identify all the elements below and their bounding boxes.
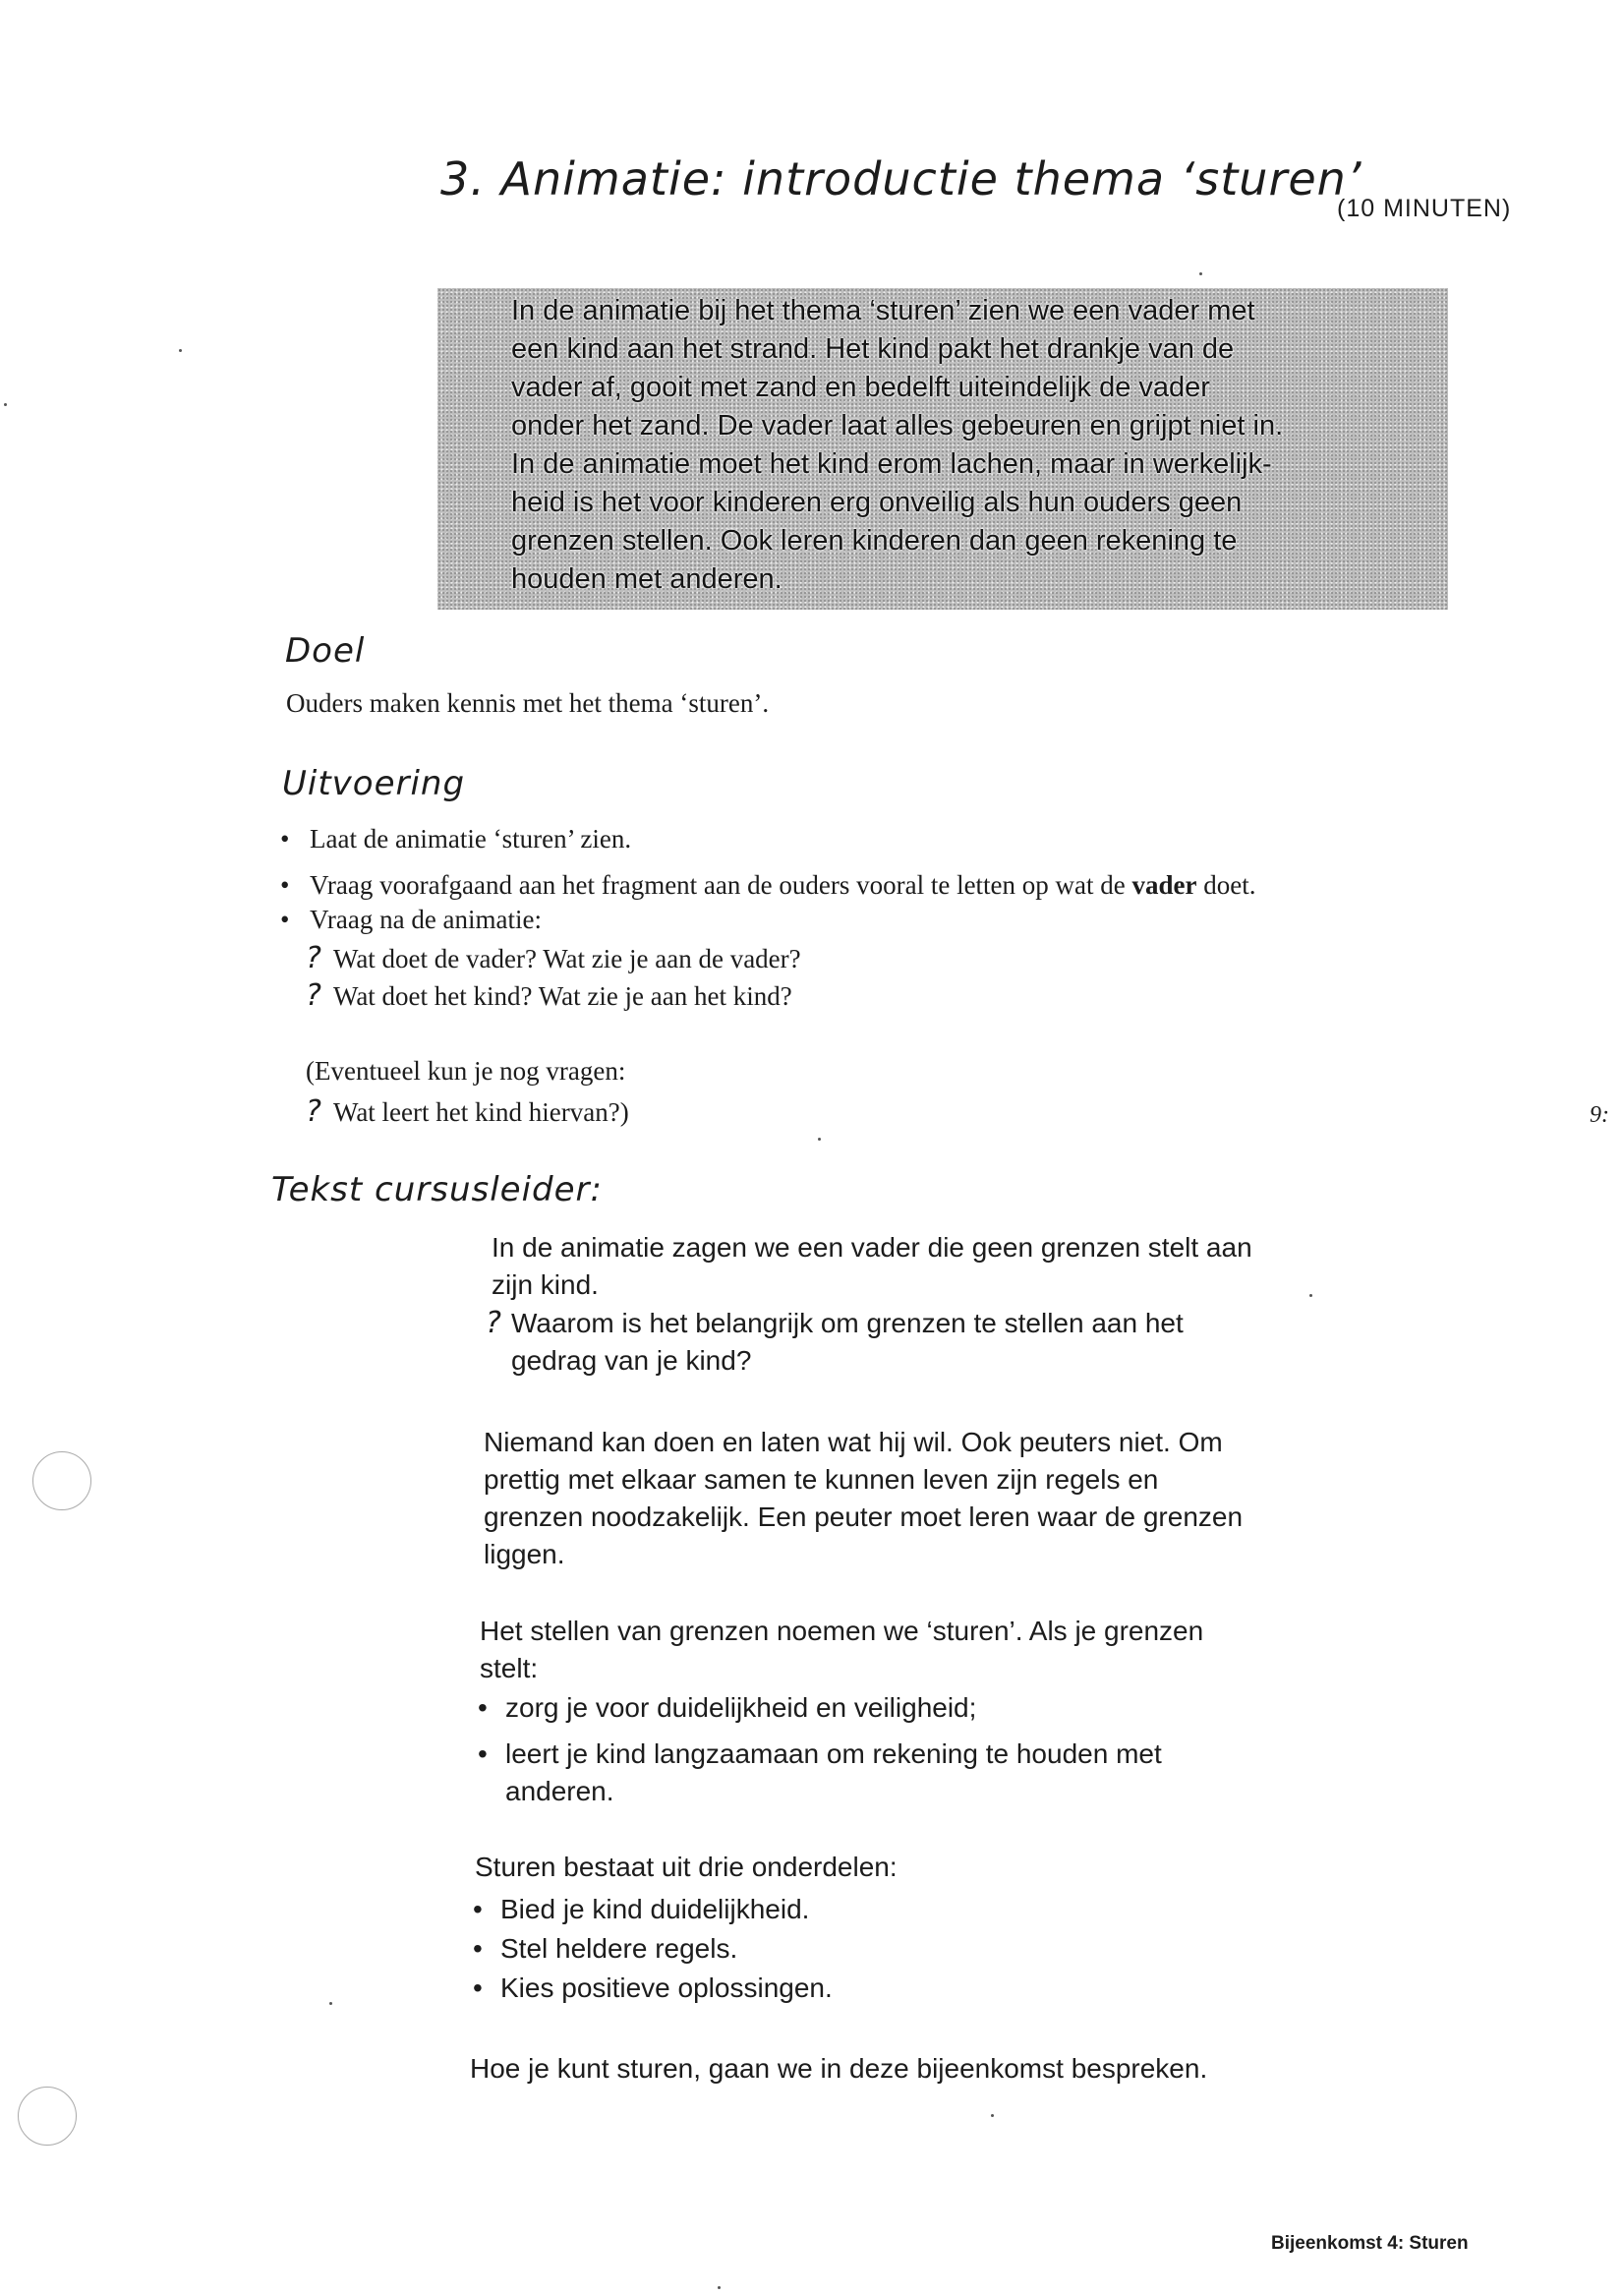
doel-heading: Doel xyxy=(285,631,366,671)
scan-speck xyxy=(329,2002,332,2005)
bullet-icon: • xyxy=(280,870,290,900)
bullet-icon: • xyxy=(473,1972,483,2003)
uitvoering-bullet-2 xyxy=(280,870,1256,901)
intro-line: In de animatie moet het kind erom lachen, maar in werkelijk- xyxy=(511,448,1272,480)
footer-label: Bijeenkomst 4: Sturen xyxy=(1271,2233,1469,2254)
intro-line: een kind aan het strand. Het kind pakt het drankje van de xyxy=(511,333,1235,365)
bullet-text: doet. xyxy=(1196,870,1256,900)
scan-speck xyxy=(1199,272,1202,275)
uitvoering-question-3 xyxy=(306,1094,629,1129)
page-title: 3. Animatie: introductie thema ‘sturen’ xyxy=(440,152,1362,206)
bullet-icon: • xyxy=(473,1894,483,1924)
paragraph-2 xyxy=(484,1424,1243,1573)
intro-line: In de animatie bij het thema ‘sturen’ zien we een vader met xyxy=(511,295,1255,326)
page-number: 9: xyxy=(1590,1102,1609,1128)
list-item xyxy=(478,1736,1162,1810)
paragraph-line: prettig met elkaar samen te kunnen leven zijn regels en xyxy=(484,1464,1159,1495)
bullet-icon: • xyxy=(280,905,290,934)
intro-box xyxy=(437,288,1448,610)
paragraph-line: liggen. xyxy=(484,1539,565,1569)
uitvoering-heading: Uitvoering xyxy=(282,764,466,803)
question-mark-icon: ? xyxy=(486,1306,501,1340)
question-text: Wat doet het kind? Wat zie je aan het kind? xyxy=(333,981,792,1011)
doel-text: Ouders maken kennis met het thema ‘sturen’. xyxy=(286,688,770,718)
paragraph-3 xyxy=(480,1613,1203,1687)
list-item xyxy=(473,1891,809,1928)
bullet-bold-text: vader xyxy=(1131,870,1197,900)
question-mark-icon: ? xyxy=(306,941,321,975)
list-item-text: Bied je kind duidelijkheid. xyxy=(500,1894,810,1924)
intro-text xyxy=(511,292,1416,599)
bullet-icon: • xyxy=(478,1692,488,1723)
paragraph-line: zijn kind. xyxy=(492,1269,599,1300)
question-text: Wat leert het kind hiervan?) xyxy=(333,1097,629,1127)
duration-label: (10 MINUTEN) xyxy=(1337,195,1512,222)
intro-line: houden met anderen. xyxy=(511,563,783,595)
scan-speck xyxy=(991,2114,994,2117)
paragraph-line: Niemand kan doen en laten wat hij wil. Ook peuters niet. Om xyxy=(484,1427,1223,1457)
punch-hole xyxy=(18,2087,77,2146)
paragraph-4: Sturen bestaat uit drie onderdelen: xyxy=(475,1852,898,1882)
paragraph-line: stelt: xyxy=(480,1653,539,1683)
list-item-text: Kies positieve oplossingen. xyxy=(500,1972,833,2003)
punch-hole xyxy=(32,1451,91,1510)
scan-speck xyxy=(179,349,182,352)
list-item xyxy=(478,1689,976,1727)
intro-line: vader af, gooit met zand en bedelft uiteindelijk de vader xyxy=(511,372,1210,403)
tekst-cursusleider-heading: Tekst cursusleider: xyxy=(271,1170,603,1209)
list-item-text: Stel heldere regels. xyxy=(500,1933,738,1964)
bullet-icon: • xyxy=(473,1933,483,1964)
list-item-text: leert je kind langzaamaan om rekening te houden met xyxy=(505,1738,1162,1769)
question-mark-icon: ? xyxy=(306,1094,321,1129)
scan-speck xyxy=(718,2286,721,2289)
uitvoering-question-1 xyxy=(306,941,801,975)
paragraph-5: Hoe je kunt sturen, gaan we in deze bijeenkomst bespreken. xyxy=(470,2053,1208,2084)
intro-line: heid is het voor kinderen erg onveilig als hun ouders geen xyxy=(511,487,1243,518)
bullet-text: Vraag voorafgaand aan het fragment aan de ouders vooral te letten op wat de xyxy=(310,870,1132,900)
scan-speck xyxy=(1309,1294,1312,1297)
uitvoering-extra: (Eventueel kun je nog vragen: xyxy=(306,1056,626,1086)
intro-line: grenzen stellen. Ook leren kinderen dan geen rekening te xyxy=(511,525,1238,557)
paragraph-1 xyxy=(492,1229,1252,1304)
scan-speck xyxy=(818,1138,821,1141)
list-item xyxy=(473,1970,833,2007)
list-item-text: anderen. xyxy=(505,1776,614,1806)
paragraph-line: Het stellen van grenzen noemen we ‘sturen’. Als je grenzen xyxy=(480,1616,1204,1646)
bullet-text: Laat de animatie ‘sturen’ zien. xyxy=(310,824,632,854)
bullet-text: Vraag na de animatie: xyxy=(310,905,543,934)
list-item xyxy=(473,1930,737,1968)
paragraph-line: In de animatie zagen we een vader die geen grenzen stelt aan xyxy=(492,1232,1252,1263)
paragraph-line: grenzen noodzakelijk. Een peuter moet leren waar de grenzen xyxy=(484,1501,1244,1532)
question-mark-icon: ? xyxy=(306,978,321,1013)
question-line: gedrag van je kind? xyxy=(511,1345,752,1376)
question-line: Waarom is het belangrijk om grenzen te stellen aan het xyxy=(511,1308,1184,1338)
uitvoering-bullet-3 xyxy=(280,905,542,935)
question-text: Wat doet de vader? Wat zie je aan de vader? xyxy=(333,944,801,973)
question-1 xyxy=(486,1305,1184,1380)
bullet-icon: • xyxy=(280,824,290,854)
uitvoering-question-2 xyxy=(306,978,792,1013)
scan-speck xyxy=(4,403,7,406)
bullet-icon: • xyxy=(478,1738,488,1769)
list-item-text: zorg je voor duidelijkheid en veiligheid; xyxy=(505,1692,977,1723)
uitvoering-bullet-1 xyxy=(280,824,631,854)
intro-line: onder het zand. De vader laat alles gebeuren en grijpt niet in. xyxy=(511,410,1284,442)
